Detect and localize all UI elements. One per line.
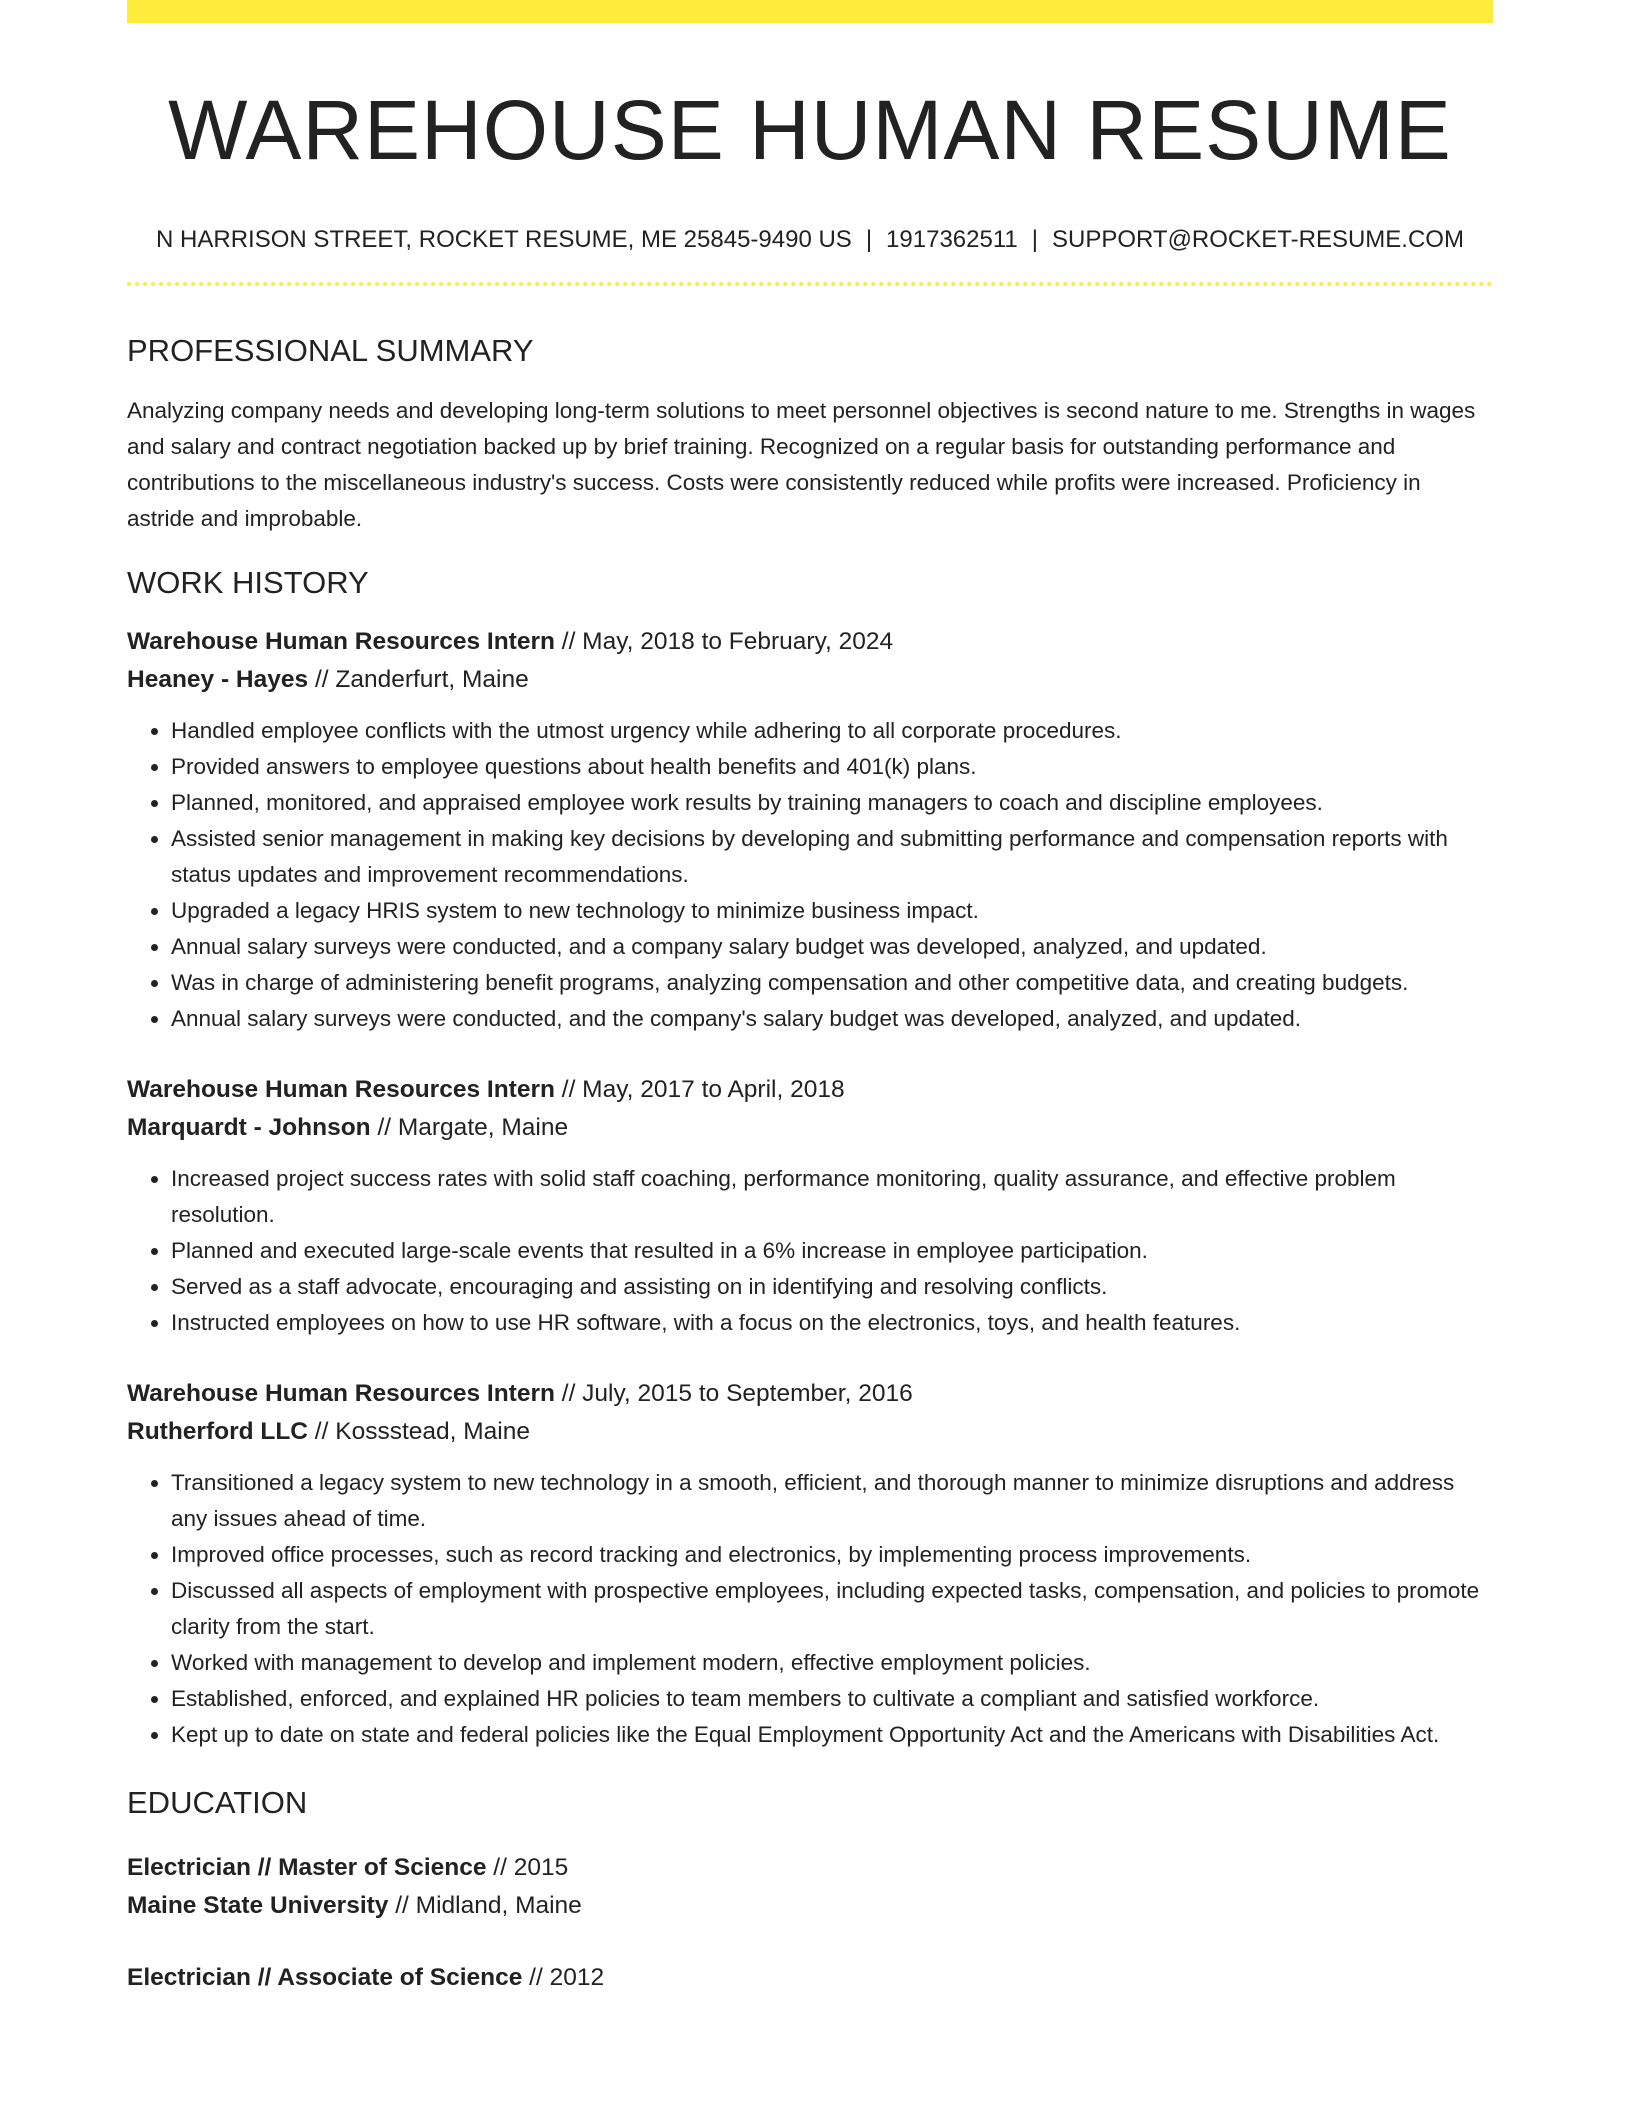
contact-phone: 1917362511 bbox=[886, 226, 1018, 253]
summary-heading: PROFESSIONAL SUMMARY bbox=[127, 333, 534, 368]
list-item: • Discussed all aspects of employment with prospective employees, including expected tasks, compensation, and policies to promote clarity from the start. bbox=[171, 1573, 1493, 1645]
job-bullets bbox=[127, 1465, 1493, 1753]
job-company-line bbox=[127, 1413, 1493, 1451]
list-item: • Served as a staff advocate, encouraging and assisting on in identifying and resolving conflicts. bbox=[171, 1269, 1493, 1305]
list-item: • Transitioned a legacy system to new technology in a smooth, efficient, and thorough manner to minimize disruptions and address any issues ahead of time. bbox=[171, 1465, 1493, 1537]
contact-address: N HARRISON STREET, ROCKET RESUME, ME 25845-9490 US bbox=[156, 226, 852, 253]
job-title-line bbox=[127, 623, 1493, 661]
job-dates: // July, 2015 to September, 2016 bbox=[554, 1380, 913, 1407]
list-item: • Handled employee conflicts with the utmost urgency while adhering to all corporate procedures. bbox=[171, 713, 1493, 749]
resume-name: WAREHOUSE HUMAN RESUME bbox=[168, 83, 1452, 177]
list-item: • Planned and executed large-scale events that resulted in a 6% increase in employee participation. bbox=[171, 1233, 1493, 1269]
education-entry bbox=[127, 1849, 1493, 1925]
education-degree: Electrician // Associate of Science bbox=[127, 1964, 523, 1991]
job-role: Warehouse Human Resources Intern bbox=[127, 1076, 555, 1103]
job-title-line bbox=[127, 1071, 1493, 1109]
job-bullets bbox=[127, 1161, 1493, 1341]
job-location: // Margate, Maine bbox=[370, 1114, 569, 1141]
job-dates: // May, 2018 to February, 2024 bbox=[554, 628, 894, 655]
job-role: Warehouse Human Resources Intern bbox=[127, 628, 555, 655]
job-company: Rutherford LLC bbox=[127, 1418, 308, 1445]
list-item: • Upgraded a legacy HRIS system to new technology to minimize business impact. bbox=[171, 893, 1493, 929]
education-degree: Electrician // Master of Science bbox=[127, 1854, 487, 1881]
contact-line bbox=[127, 224, 1493, 256]
education-year: // 2012 bbox=[522, 1964, 605, 1991]
list-item: • Annual salary surveys were conducted, and a company salary budget was developed, analyzed, and updated. bbox=[171, 929, 1493, 965]
dotted-divider bbox=[127, 282, 1493, 286]
job-entry bbox=[127, 1071, 1493, 1341]
job-company-line bbox=[127, 661, 1493, 699]
education-entry bbox=[127, 1959, 1493, 1997]
education-degree-line bbox=[127, 1959, 1493, 1997]
list-item: • Annual salary surveys were conducted, and the company's salary budget was developed, analyzed, and updated. bbox=[171, 1001, 1493, 1037]
job-location: // Kossstead, Maine bbox=[308, 1418, 530, 1445]
education-year: // 2015 bbox=[486, 1854, 569, 1881]
contact-separator: | bbox=[865, 226, 873, 253]
education-degree-line bbox=[127, 1849, 1493, 1887]
list-item: • Planned, monitored, and appraised employee work results by training managers to coach and discipline employees. bbox=[171, 785, 1493, 821]
job-dates: // May, 2017 to April, 2018 bbox=[554, 1076, 845, 1103]
list-item: • Worked with management to develop and implement modern, effective employment policies. bbox=[171, 1645, 1493, 1681]
list-item: • Was in charge of administering benefit programs, analyzing compensation and other competitive data, and creating budgets. bbox=[171, 965, 1493, 1001]
contact-separator: | bbox=[1031, 226, 1038, 253]
job-title-line bbox=[127, 1375, 1493, 1413]
list-item: • Established, enforced, and explained HR policies to team members to cultivate a compliant and satisfied workforce. bbox=[171, 1681, 1493, 1717]
job-company: Marquardt - Johnson bbox=[127, 1114, 371, 1141]
list-item: • Assisted senior management in making key decisions by developing and submitting performance and compensation reports with status updates and improvement recommendations. bbox=[171, 821, 1493, 893]
resume-content bbox=[127, 0, 1493, 1997]
job-entry bbox=[127, 1375, 1493, 1753]
list-item: • Improved office processes, such as record tracking and electronics, by implementing process improvements. bbox=[171, 1537, 1493, 1573]
job-bullets bbox=[127, 713, 1493, 1037]
education-location: // Midland, Maine bbox=[388, 1892, 582, 1919]
job-company: Heaney - Hayes bbox=[127, 666, 309, 693]
summary-text: Analyzing company needs and developing long-term solutions to meet personnel objectives is second nature to me. Strengths in wages and salary and contract negotiation backed up by brief training. Recognized on a regular basis for outstanding performance and contributions to the miscellaneous industry's success. Costs were consistently reduced while profits were increased. Proficiency in astride and improbable. bbox=[127, 398, 1476, 531]
list-item: • Kept up to date on state and federal policies like the Equal Employment Opportunity Act and the Americans with Disabilities Act. bbox=[171, 1717, 1493, 1753]
education-school-line bbox=[127, 1887, 1493, 1925]
job-role: Warehouse Human Resources Intern bbox=[127, 1380, 555, 1407]
work-history-heading: WORK HISTORY bbox=[127, 565, 369, 600]
list-item: • Instructed employees on how to use HR software, with a focus on the electronics, toys, and health features. bbox=[171, 1305, 1493, 1341]
job-entry bbox=[127, 623, 1493, 1037]
list-item: • Increased project success rates with solid staff coaching, performance monitoring, quality assurance, and effective problem resolution. bbox=[171, 1161, 1493, 1233]
contact-email: SUPPORT@ROCKET-RESUME.COM bbox=[1051, 226, 1464, 253]
job-company-line bbox=[127, 1109, 1493, 1147]
job-location: // Zanderfurt, Maine bbox=[308, 666, 529, 693]
list-item: • Provided answers to employee questions about health benefits and 401(k) plans. bbox=[171, 749, 1493, 785]
education-heading: EDUCATION bbox=[127, 1785, 308, 1820]
education-school: Maine State University bbox=[127, 1892, 389, 1919]
